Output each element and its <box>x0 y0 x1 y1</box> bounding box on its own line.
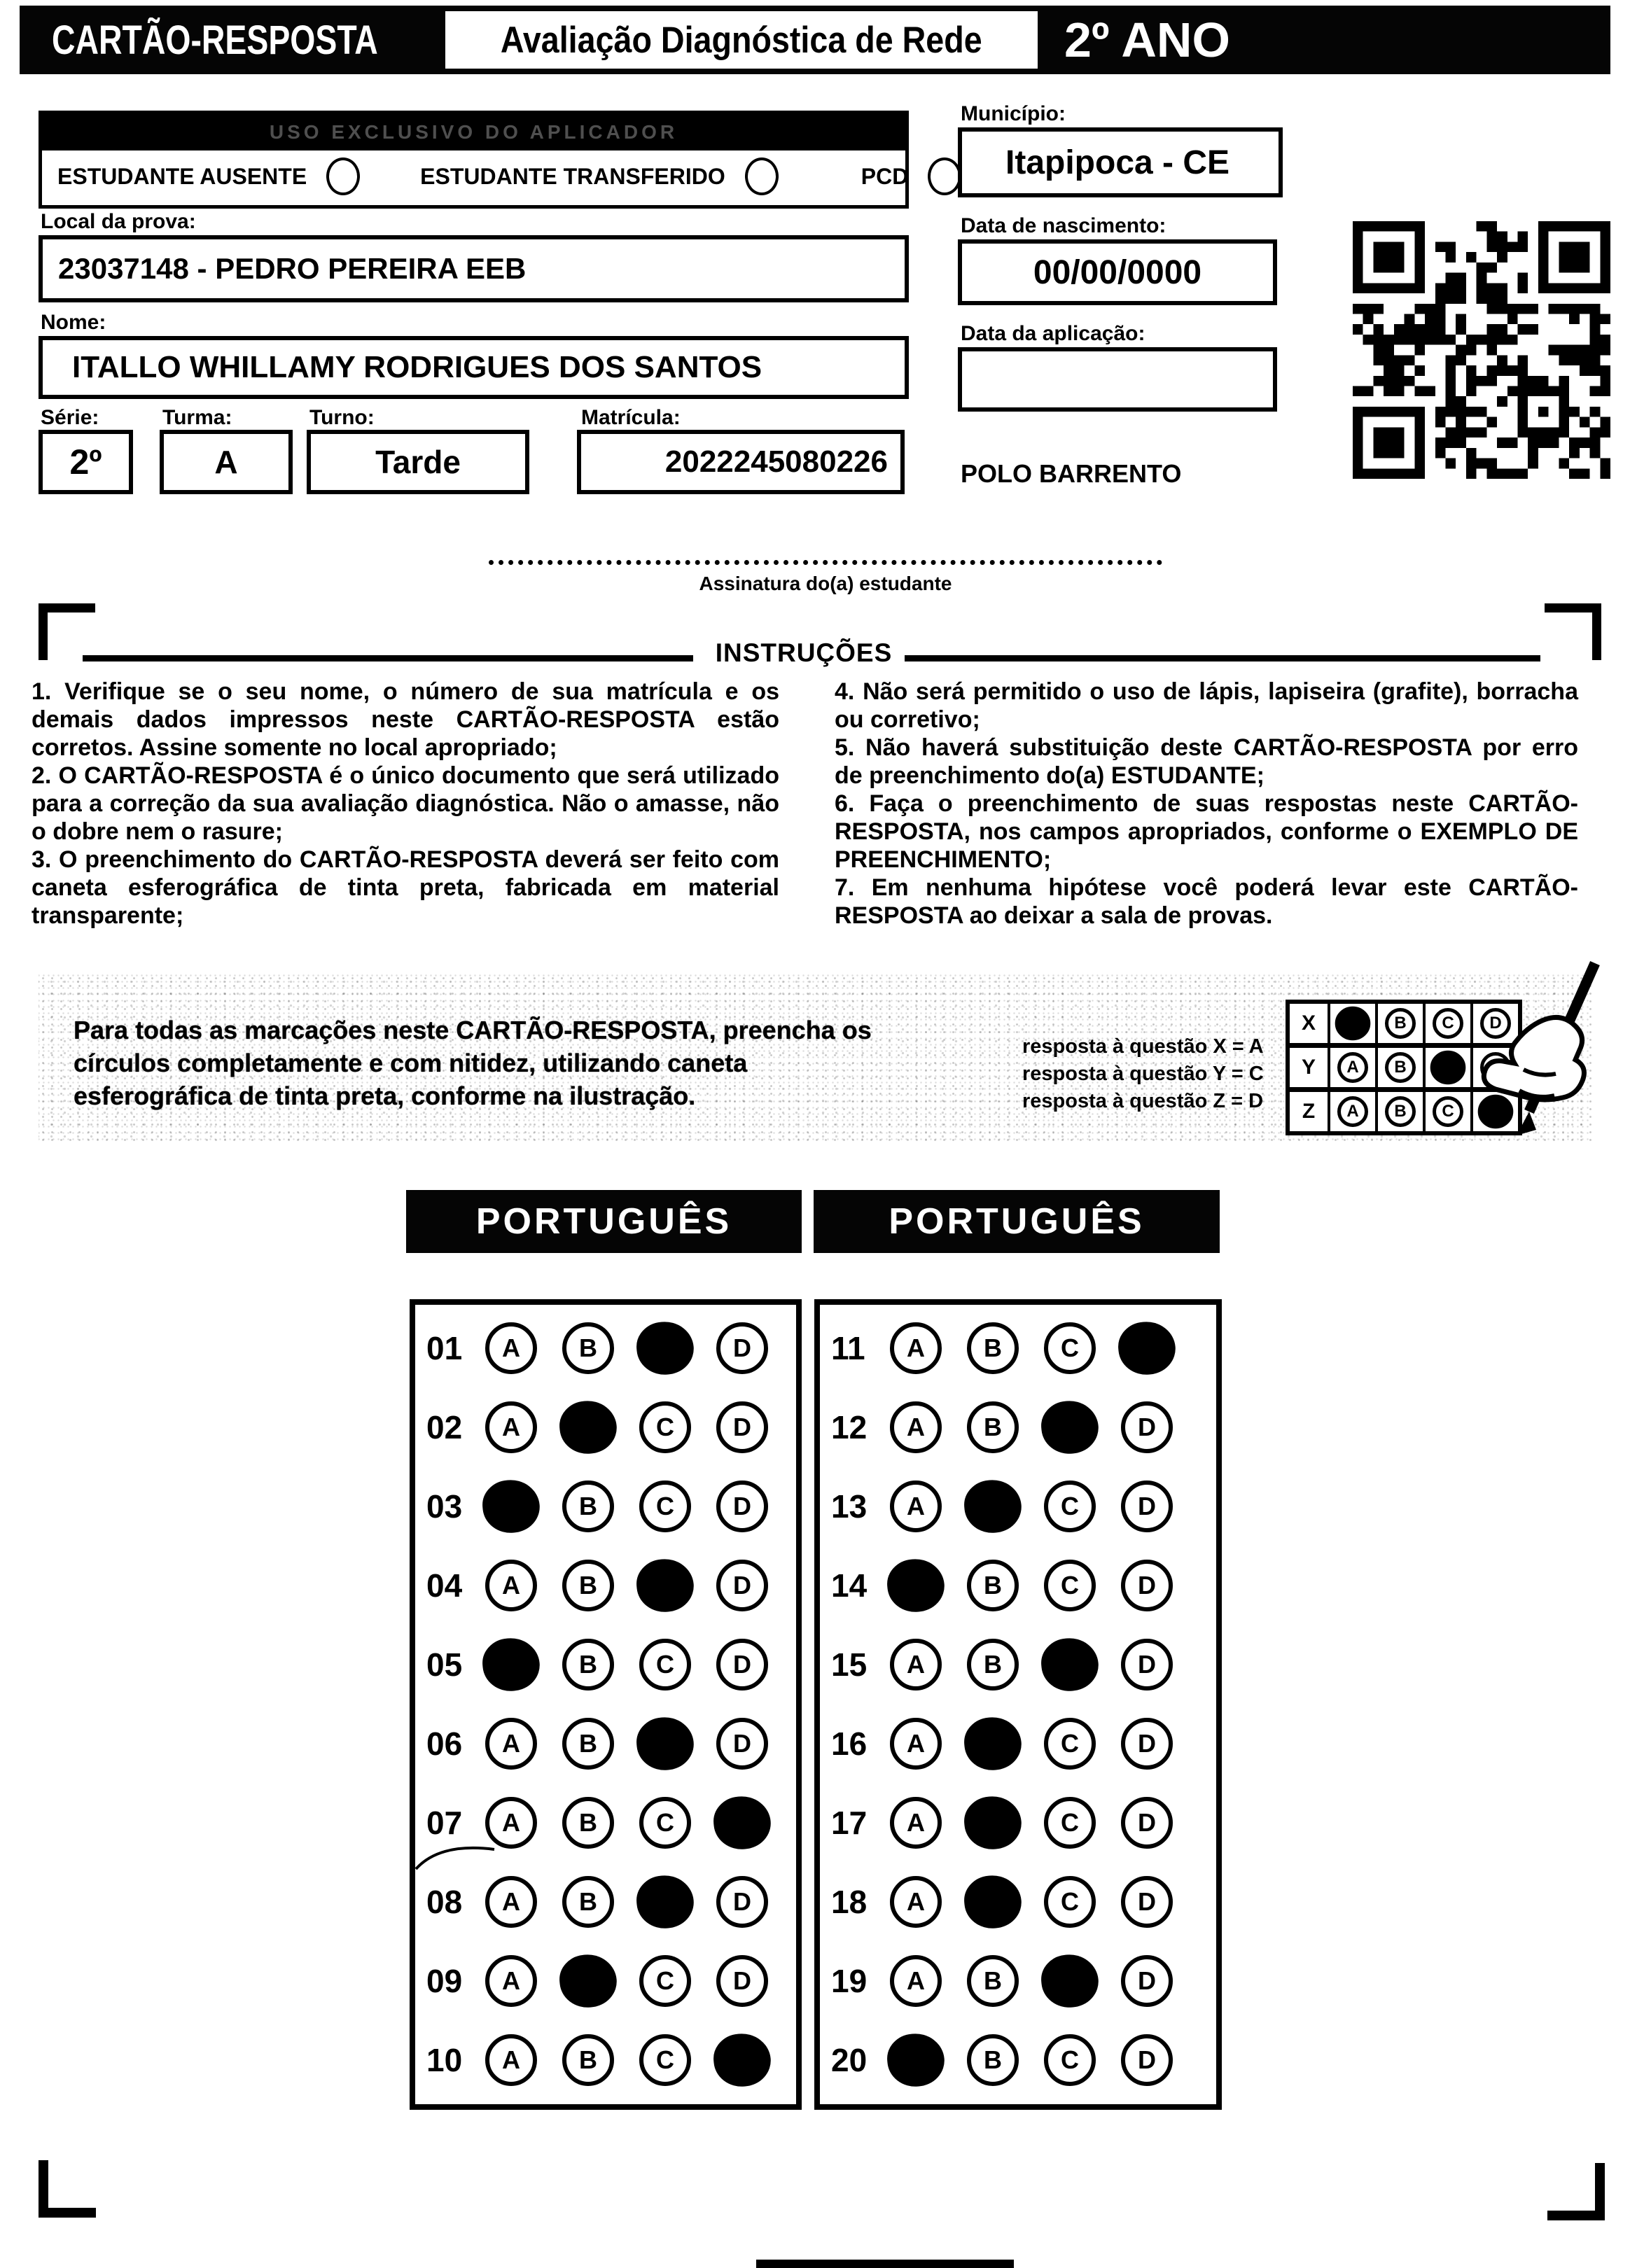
answer-bubble-A[interactable]: A <box>890 1401 942 1453</box>
applicator-section <box>39 111 909 209</box>
answer-bubble-A[interactable] <box>480 1478 542 1535</box>
answer-bubble-A[interactable]: A <box>890 1639 942 1690</box>
instruction-item: 3. O preenchimento do CARTÃO-RESPOSTA deverá ser feito com caneta esferográfica de tinta preta, fabricada em material transparente; <box>32 846 779 929</box>
answer-options <box>485 1639 768 1690</box>
answer-bubble-D[interactable]: D <box>1121 1876 1173 1928</box>
aplicacao-box[interactable] <box>958 347 1277 412</box>
example-legend <box>1022 1033 1264 1115</box>
instruction-item: 6. Faça o preenchimento de suas respostas neste CARTÃO-RESPOSTA, nos campos apropriados, conforme o EXEMPLO DE PREENCHIMENTO; <box>835 790 1578 873</box>
applicator-bar-label: USO EXCLUSIVO DO APLICADOR <box>42 114 905 150</box>
example-bubble-A[interactable]: A <box>1337 1052 1368 1083</box>
aplicacao-label: Data da aplicação: <box>961 322 1145 345</box>
matricula-label: Matrícula: <box>581 406 681 429</box>
answer-bubble-B[interactable]: B <box>967 1322 1019 1374</box>
answer-options <box>890 1876 1173 1928</box>
answer-bubble-A[interactable]: A <box>485 1955 537 2007</box>
question-row <box>415 1704 796 1783</box>
assessment-title-box <box>445 11 1038 69</box>
question-row <box>415 1387 796 1466</box>
nascimento-label: Data de nascimento: <box>961 214 1166 237</box>
turno-box <box>307 430 529 494</box>
question-row <box>820 2020 1216 2099</box>
answer-bubble-A[interactable]: A <box>485 1797 537 1849</box>
example-bubble-C[interactable]: C <box>1433 1008 1463 1039</box>
answer-options <box>890 1797 1173 1849</box>
turno-value: Tarde <box>375 444 461 480</box>
example-bubble-B[interactable]: B <box>1385 1096 1416 1127</box>
answer-bubble-A[interactable]: A <box>485 1876 537 1928</box>
applicator-option-bubble[interactable] <box>928 158 961 195</box>
answer-bubble-B[interactable]: B <box>967 1955 1019 2007</box>
question-number: 08 <box>426 1883 463 1920</box>
answer-bubble-B[interactable] <box>962 1794 1024 1851</box>
answer-bubble-B[interactable]: B <box>562 1876 614 1928</box>
question-number: 19 <box>831 1962 868 1999</box>
answer-grid-1 <box>814 1299 1222 2110</box>
applicator-option-label: ESTUDANTE TRANSFERIDO <box>420 163 725 189</box>
example-legend-line: resposta à questão Z = D <box>1022 1090 1264 1112</box>
applicator-option-bubble[interactable] <box>745 158 779 195</box>
local-prova-value: 23037148 - PEDRO PEREIRA EEB <box>58 252 527 285</box>
instruction-item: 4. Não será permitido o uso de lápis, lapiseira (grafite), borracha ou corretivo; <box>835 678 1578 733</box>
serie-box <box>39 430 133 494</box>
answer-options <box>485 1718 768 1770</box>
turma-label: Turma: <box>162 406 232 429</box>
local-prova-label: Local da prova: <box>41 210 196 233</box>
registration-mark-top-right <box>1545 603 1601 660</box>
instructions-divider-left <box>83 655 693 662</box>
answer-bubble-A[interactable]: A <box>890 1955 942 2007</box>
question-row <box>820 1546 1216 1625</box>
answer-options <box>485 1797 768 1849</box>
answer-bubble-A[interactable]: A <box>485 1401 537 1453</box>
example-band <box>39 974 1591 1141</box>
answer-bubble-B[interactable] <box>962 1873 1024 1931</box>
answer-bubble-C[interactable]: C <box>1044 1876 1096 1928</box>
answer-bubble-C[interactable]: C <box>1044 1718 1096 1770</box>
question-number: 15 <box>831 1646 868 1683</box>
answer-bubble-B[interactable]: B <box>967 1639 1019 1690</box>
example-bubble-A[interactable]: A <box>1337 1096 1368 1127</box>
answer-bubble-D[interactable]: D <box>716 1560 768 1611</box>
answer-bubble-A[interactable]: A <box>890 1876 942 1928</box>
answer-bubble-A[interactable] <box>480 1636 542 1693</box>
answer-options <box>485 1955 768 2007</box>
answer-bubble-C[interactable] <box>1039 1636 1101 1693</box>
answer-bubble-D[interactable]: D <box>716 1639 768 1690</box>
question-number: 16 <box>831 1725 868 1762</box>
municipio-value: Itapipoca - CE <box>1005 144 1230 181</box>
question-number: 07 <box>426 1804 463 1841</box>
answer-bubble-C[interactable]: C <box>1044 1480 1096 1532</box>
answer-bubble-A[interactable]: A <box>485 1322 537 1374</box>
applicator-option-label: PCD <box>861 163 909 189</box>
example-legend-line: resposta à questão X = A <box>1022 1035 1264 1058</box>
example-row-label: Z <box>1290 1092 1328 1131</box>
answer-options <box>890 1480 1173 1532</box>
answer-bubble-B[interactable] <box>557 1952 619 2010</box>
question-row <box>415 1941 796 2020</box>
answer-bubble-C[interactable]: C <box>639 1955 691 2007</box>
answer-options <box>485 1480 768 1532</box>
answer-bubble-D[interactable]: D <box>1121 1560 1173 1611</box>
stray-pen-mark <box>413 1837 497 1873</box>
example-row-label: X <box>1290 1004 1328 1043</box>
instruction-item: 1. Verifique se o seu nome, o número de sua matrícula e os demais dados impressos neste CARTÃO-RESPOSTA estão corretos. Assine somente no local apropriado; <box>32 678 779 761</box>
answer-options <box>485 1322 768 1374</box>
answer-bubble-C[interactable]: C <box>1044 1797 1096 1849</box>
example-cell <box>1378 1004 1423 1043</box>
question-row <box>820 1466 1216 1546</box>
municipio-box <box>958 127 1283 197</box>
example-bubble-C[interactable]: C <box>1433 1096 1463 1127</box>
answer-bubble-D[interactable]: D <box>1121 1401 1173 1453</box>
answer-options <box>890 2034 1173 2086</box>
answer-bubble-C[interactable]: C <box>639 1639 691 1690</box>
example-legend-line: resposta à questão Y = C <box>1022 1063 1264 1085</box>
answer-bubble-A[interactable] <box>885 1557 947 1614</box>
turma-value: A <box>214 444 238 480</box>
answer-bubble-B[interactable]: B <box>562 1718 614 1770</box>
answer-grid-0 <box>410 1299 802 2110</box>
example-bubble-A[interactable] <box>1335 1007 1371 1040</box>
serie-label: Série: <box>41 406 99 429</box>
answer-bubble-C[interactable] <box>634 1873 696 1931</box>
serie-value: 2º <box>69 442 102 482</box>
turno-label: Turno: <box>309 406 375 429</box>
question-row <box>820 1783 1216 1862</box>
signature-caption: Assinatura do(a) estudante <box>699 573 952 594</box>
example-bubble-D[interactable]: D <box>1480 1008 1511 1039</box>
registration-mark-bottom-right <box>1547 2163 1605 2220</box>
answer-bubble-D[interactable]: D <box>1121 1718 1173 1770</box>
question-number: 01 <box>426 1329 463 1366</box>
answer-bubble-D[interactable]: D <box>716 1955 768 2007</box>
answer-bubble-A[interactable]: A <box>890 1480 942 1532</box>
question-number: 11 <box>831 1329 865 1366</box>
answer-options <box>890 1401 1173 1453</box>
answer-bubble-B[interactable]: B <box>967 2034 1019 2086</box>
answer-bubble-D[interactable]: D <box>716 1480 768 1532</box>
subject-header-1: PORTUGUÊS <box>406 1190 802 1253</box>
example-cell <box>1330 1092 1375 1131</box>
answer-options <box>485 1876 768 1928</box>
question-number: 06 <box>426 1725 463 1762</box>
answer-options <box>890 1322 1173 1374</box>
registration-mark-top-left <box>39 603 95 660</box>
question-number: 20 <box>831 2041 868 2078</box>
answer-bubble-A[interactable] <box>885 2031 947 2089</box>
question-number: 03 <box>426 1488 463 1525</box>
question-number: 02 <box>426 1408 463 1446</box>
answer-options <box>890 1718 1173 1770</box>
answer-bubble-B[interactable] <box>962 1478 1024 1535</box>
answer-bubble-B[interactable]: B <box>562 1639 614 1690</box>
applicator-option-1 <box>57 158 360 195</box>
answer-options <box>485 1560 768 1611</box>
answer-bubble-C[interactable]: C <box>1044 1560 1096 1611</box>
answer-bubble-D[interactable] <box>1116 1320 1178 1377</box>
answer-bubble-B[interactable] <box>557 1399 619 1456</box>
question-row <box>820 1387 1216 1466</box>
question-number: 04 <box>426 1567 463 1604</box>
example-cell <box>1378 1092 1423 1131</box>
example-bubble-B[interactable]: B <box>1385 1052 1416 1083</box>
answer-bubble-D[interactable]: D <box>716 1401 768 1453</box>
grade-label: 2º ANO <box>1064 13 1230 67</box>
scan-artifact-strip <box>756 2260 1014 2268</box>
answer-bubble-C[interactable]: C <box>1044 2034 1096 2086</box>
instructions-title: INSTRUÇÕES <box>715 638 893 667</box>
instruction-item: 7. Em nenhuma hipótese você poderá levar este CARTÃO-RESPOSTA ao deixar a sala de provas. <box>835 874 1578 929</box>
answer-bubble-D[interactable] <box>711 1794 773 1851</box>
answer-bubble-A[interactable]: A <box>485 1718 537 1770</box>
hand-pen-illustration <box>1442 959 1610 1148</box>
answer-options <box>890 1639 1173 1690</box>
subject-header-2: PORTUGUÊS <box>814 1190 1220 1253</box>
instructions-right <box>835 678 1578 930</box>
question-number: 18 <box>831 1883 868 1920</box>
question-row <box>820 1308 1216 1387</box>
question-row <box>820 1941 1216 2020</box>
nascimento-box <box>958 239 1277 305</box>
matricula-value: 2022245080226 <box>664 444 888 479</box>
answer-options <box>890 1955 1173 2007</box>
answer-bubble-A[interactable]: A <box>890 1322 942 1374</box>
answer-bubble-D[interactable]: D <box>716 1718 768 1770</box>
answer-bubble-C[interactable] <box>1039 1952 1101 2010</box>
question-number: 09 <box>426 1962 463 1999</box>
answer-bubble-B[interactable]: B <box>562 1480 614 1532</box>
question-row <box>415 1625 796 1704</box>
answer-bubble-B[interactable]: B <box>967 1560 1019 1611</box>
answer-bubble-C[interactable] <box>634 1320 696 1377</box>
answer-bubble-D[interactable]: D <box>1121 1955 1173 2007</box>
answer-bubble-C[interactable]: C <box>639 1401 691 1453</box>
applicator-option-3 <box>861 158 962 195</box>
question-row <box>415 1862 796 1941</box>
example-row-label: Y <box>1290 1048 1328 1087</box>
answer-bubble-B[interactable]: B <box>562 1797 614 1849</box>
applicator-option-label: ESTUDANTE AUSENTE <box>57 163 307 189</box>
answer-bubble-D[interactable] <box>711 2031 773 2089</box>
answer-bubble-C[interactable]: C <box>639 1480 691 1532</box>
registration-mark-bottom-left <box>39 2160 96 2218</box>
instruction-item: 2. O CARTÃO-RESPOSTA é o único documento que será utilizado para a correção da sua avaliação diagnóstica. Não o amasse, não o dobre nem o rasure; <box>32 762 779 845</box>
question-row <box>820 1625 1216 1704</box>
matricula-box <box>577 430 905 494</box>
answer-bubble-A[interactable]: A <box>890 1797 942 1849</box>
header-band <box>20 6 1610 74</box>
example-cell <box>1330 1004 1375 1043</box>
signature-line[interactable] <box>489 560 1162 565</box>
assessment-title: Avaliação Diagnóstica de Rede <box>501 19 982 61</box>
question-number: 14 <box>831 1567 868 1604</box>
instruction-item: 5. Não haverá substituição deste CARTÃO-RESPOSTA por erro de preenchimento do(a) ESTUDANTE; <box>835 734 1578 789</box>
answer-bubble-A[interactable]: A <box>485 1560 537 1611</box>
question-row <box>415 2020 796 2099</box>
nascimento-value: 00/00/0000 <box>1033 253 1202 291</box>
answer-options <box>485 2034 768 2086</box>
answer-bubble-D[interactable]: D <box>1121 1797 1173 1849</box>
answer-bubble-D[interactable]: D <box>716 1876 768 1928</box>
answer-bubble-B[interactable]: B <box>562 1560 614 1611</box>
example-cell <box>1378 1048 1423 1087</box>
question-row <box>415 1546 796 1625</box>
question-number: 12 <box>831 1408 868 1446</box>
question-row <box>820 1704 1216 1783</box>
instructions-left <box>32 678 779 930</box>
question-row <box>820 1862 1216 1941</box>
municipio-label: Município: <box>961 102 1066 125</box>
nome-label: Nome: <box>41 311 106 334</box>
polo-label: POLO BARRENTO <box>961 459 1182 488</box>
answer-bubble-B[interactable]: B <box>562 1322 614 1374</box>
question-number: 17 <box>831 1804 868 1841</box>
instructions-divider-right <box>905 655 1540 662</box>
answer-bubble-B[interactable]: B <box>967 1401 1019 1453</box>
qr-code <box>1353 221 1610 479</box>
answer-bubble-C[interactable] <box>1039 1399 1101 1456</box>
answer-options <box>485 1401 768 1453</box>
form-title: CARTÃO-RESPOSTA <box>52 17 378 63</box>
turma-box <box>160 430 293 494</box>
question-row <box>415 1466 796 1546</box>
applicator-option-bubble[interactable] <box>326 158 360 195</box>
answer-bubble-C[interactable]: C <box>1044 1322 1096 1374</box>
answer-bubble-D[interactable]: D <box>1121 2034 1173 2086</box>
answer-bubble-B[interactable] <box>962 1715 1024 1772</box>
nome-value: ITALLO WHILLAMY RODRIGUES DOS SANTOS <box>72 350 762 384</box>
answer-bubble-C[interactable] <box>634 1715 696 1772</box>
answer-bubble-C[interactable] <box>634 1557 696 1614</box>
applicator-options <box>42 150 909 202</box>
question-number: 05 <box>426 1646 463 1683</box>
answer-bubble-C[interactable]: C <box>639 2034 691 2086</box>
question-number: 10 <box>426 2041 463 2078</box>
question-row <box>415 1308 796 1387</box>
local-prova-box <box>39 235 909 302</box>
applicator-option-2 <box>420 158 779 195</box>
example-text: Para todas as marcações neste CARTÃO-RESPOSTA, preencha os círculos completamente e com nitidez, utilizando caneta esferográfica de tinta preta, conforme na ilustração. <box>74 1016 872 1110</box>
nome-box <box>39 336 909 399</box>
answer-options <box>890 1560 1173 1611</box>
answer-bubble-B[interactable]: B <box>562 2034 614 2086</box>
answer-bubble-C[interactable]: C <box>639 1797 691 1849</box>
example-bubble-B[interactable]: B <box>1385 1008 1416 1039</box>
answer-bubble-A[interactable]: A <box>485 2034 537 2086</box>
answer-bubble-D[interactable]: D <box>1121 1639 1173 1690</box>
question-number: 13 <box>831 1488 868 1525</box>
answer-bubble-D[interactable]: D <box>1121 1480 1173 1532</box>
answer-bubble-A[interactable]: A <box>890 1718 942 1770</box>
example-cell <box>1330 1048 1375 1087</box>
answer-bubble-D[interactable]: D <box>716 1322 768 1374</box>
